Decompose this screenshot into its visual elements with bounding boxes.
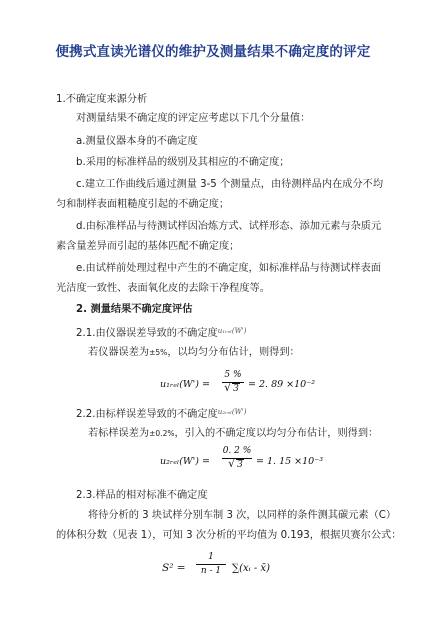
s22-text-pre: 若标样误差为	[88, 428, 150, 439]
subsection-2-2-text	[88, 428, 378, 440]
eq2-rhs: = 1. 15 ×10⁻³	[256, 456, 324, 467]
subsection-2-3-heading: 2.3.样品的相对标准不确定度	[76, 490, 208, 501]
list-item-b: b.采用的标准样品的级别及其相应的不确定度；	[76, 157, 290, 168]
section-heading-uncertainty-evaluation: 2. 测量结果不确定度评估	[76, 304, 193, 315]
subsection-2-1-text	[88, 347, 300, 359]
subsection-2-1-heading	[76, 325, 246, 340]
u2rel-symbol: u₂ᵣₑₗ(W')	[217, 408, 247, 416]
eq2-fraction	[222, 446, 252, 471]
eq3-lhs: S² =	[162, 562, 186, 574]
subsection-2-2-heading	[76, 406, 246, 421]
list-item-a: a.测量仪器本身的不确定度	[76, 136, 198, 147]
equation-u2rel	[160, 446, 324, 476]
eq1-denominator: 3	[233, 384, 239, 394]
eq3-numerator: 1	[208, 552, 214, 562]
subsection-2-2-heading-text: 2.2.由标样误差导致的不确定度	[76, 409, 218, 420]
list-item-d-line1: d.由标准样品与待测试样因冶炼方式、试样形态、添加元素与杂质元	[76, 221, 382, 232]
eq1-lhs: u₁ᵣₑₗ(W') =	[160, 379, 210, 390]
s21-error-value: ±5%	[149, 348, 168, 357]
eq3-rhs: ∑(xᵢ - x̄)	[232, 563, 270, 574]
section1-intro: 对测量结果不确定度的评定应考虑以下几个分量值：	[76, 113, 311, 124]
subsection-2-3-text-line2: 的体积分数（见表 1），可知 3 次分析的平均值为 0.193，根据贝赛尔公式：	[56, 530, 402, 541]
eq1-rhs: = 2. 89 ×10⁻²	[248, 379, 316, 390]
eq1-numerator: 5 %	[224, 370, 242, 380]
eq2-lhs: u₂ᵣₑₗ(W') =	[160, 456, 210, 467]
page-title: 便携式直读光谱仪的维护及测量结果不确定度的评定	[55, 44, 371, 60]
u1rel-symbol: u₁ᵣₑₗ(W')	[217, 327, 247, 335]
subsection-2-3-text-line1: 将待分析的 3 块试样分别车制 3 次，以同样的条件测其碳元素（C）	[88, 510, 397, 521]
subsection-2-1-heading-text: 2.1.由仪器误差导致的不确定度	[76, 328, 218, 339]
eq2-numerator: 0. 2 %	[222, 446, 252, 456]
section-heading-uncertainty-sources: 1.不确定度来源分析	[56, 94, 148, 105]
list-item-c-line1: c.建立工作曲线后通过测量 3-5 个测量点，由待测样品内在成分不均	[76, 179, 384, 190]
s22-text-post: ，引入的不确定度以均匀分布估计，则得到：	[174, 428, 379, 439]
eq3-fraction	[196, 552, 226, 577]
eq3-denominator: n - 1	[200, 566, 222, 576]
list-item-e-line1: e.由试样前处理过程中产生的不确定度，如标准样品与待测试样表面	[76, 263, 381, 274]
s21-text-post: ，以均匀分布估计，则得到：	[167, 347, 300, 358]
eq2-denominator: 3	[237, 460, 243, 470]
eq1-fraction	[222, 370, 244, 395]
equation-bessel	[162, 552, 312, 586]
s22-error-value: ±0.2%	[149, 429, 175, 438]
list-item-e-line2: 光洁度一致性、表面氧化皮的去除干净程度等。	[56, 283, 270, 294]
list-item-c-line2: 匀和制样表面粗糙度引起的不确定度；	[56, 199, 230, 210]
s21-text-pre: 若仪器误差为	[88, 347, 150, 358]
equation-u1rel	[160, 370, 320, 400]
list-item-d-line2: 素含量差异而引起的基体匹配不确定度；	[56, 241, 240, 252]
